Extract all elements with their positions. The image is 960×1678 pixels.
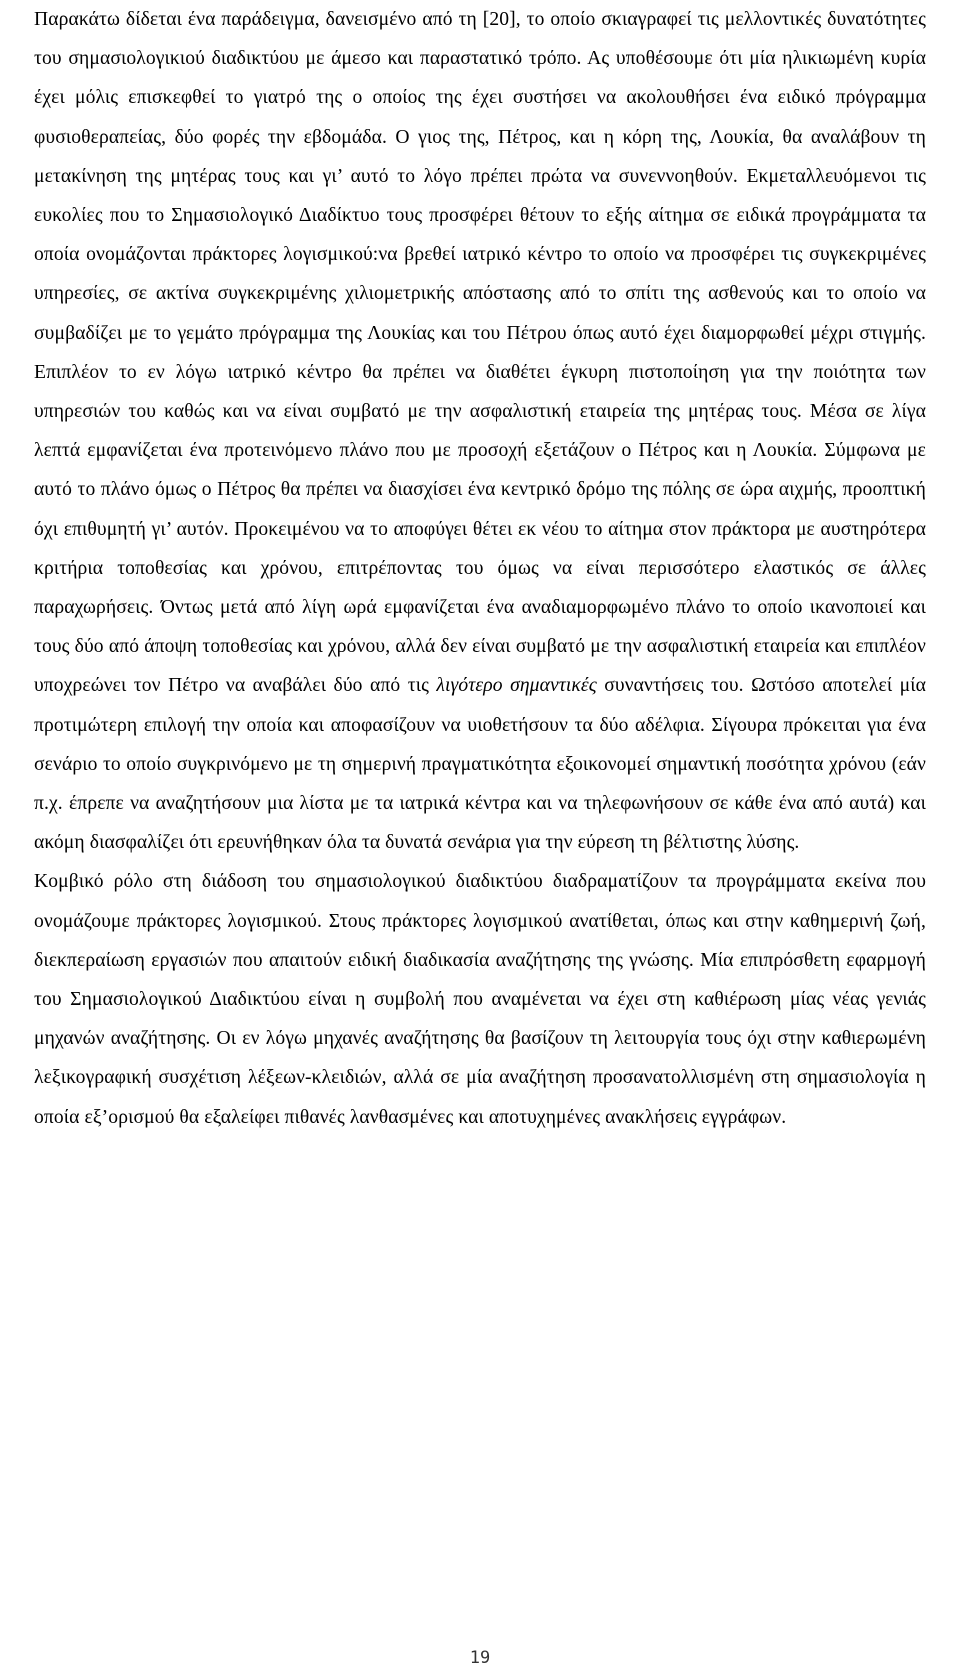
paragraph-1-text-part-1: Παρακάτω δίδεται ένα παράδειγμα, δανεισμένο από τη [20], το οποίο σκιαγραφεί τις μελλοντικές δυνατότητες του σημασιολογικιού διαδικτύου με άμεσο και παραστατικό τρόπο. Ας υποθέσουμε ότι μία ηλικιωμένη κυρία έχει μόλις επισκεφθεί το γιατρό της ο οποίος της έχει συστήσει να ακολουθήσει ένα ειδικό πρόγραμμα φυσιοθεραπείας, δύο φορές την εβδομάδα. Ο γιος της, Πέτρος, και η κόρη της, Λουκία, θα αναλάβουν τη μετακίνηση της μητέρας τους και γι’ αυτό το λόγο πρέπει πρώτα να συνεννοηθούν. Εκμεταλλευόμενοι τις ευκολίες που το Σημασιολογικό Διαδίκτυο τους προσφέρει θέτουν το εξής αίτημα σε ειδικά προγράμματα τα οποία ονομάζονται πράκτορες λογισμικού:να βρεθεί ιατρικό κέντρο το οποίο να προσφέρει τις συγκεκριμένες υπηρεσίες, σε ακτίνα συγκεκριμένης χιλιομετρικής απόστασης από το σπίτι της ασθενούς και το οποίο να συμβαδίζει με το γεμάτο πρόγραμμα της Λουκίας και του Πέτρου όπως αυτό έχει διαμορφωθεί μέχρι στιγμής. Επιπλέον το εν λόγω ιατρικό κέντρο θα πρέπει να διαθέτει έγκυρη πιστοποίηση για την ποιότητα των υπηρεσιών του καθώς και να είναι συμβατό με την ασφαλιστική εταιρεία της μητέρας τους. Μέσα σε λίγα λεπτά εμφανίζεται ένα προτεινόμενο πλάνο που με προσοχή εξετάζουν ο Πέτρος και η Λουκία. Σύμφωνα με αυτό το πλάνο όμως ο Πέτρος θα πρέπει να διασχίσει ένα κεντρικό δρόμο της πόλης σε ώρα αιχμής, προοπτική όχι επιθυμητή γι’ αυτόν. Προκειμένου να το αποφύγει θέτει εκ νέου το αίτημα στον πράκτορα με αυστηρότερα κριτήρια τοποθεσίας και χρόνου, επιτρέποντας του όμως να είναι περισσότερο ελαστικός σε άλλες παραχωρήσεις. Όντως μετά από λίγη ωρά εμφανίζεται ένα αναδιαμορφωμένο πλάνο το οποίο ικανοποιεί και τους δύο από άποψη τοποθεσίας και χρόνου, αλλά δεν είναι συμβατό με την ασφαλιστική εταιρεία και επιπλέον υποχρεώνει τον Πέτρο να αναβάλει δύο από τις	[34, 9, 926, 697]
document-page	[34, 0, 926, 1137]
paragraph-software-agents	[34, 862, 926, 1136]
paragraph-1-italic-phrase: λιγότερο σημαντικές	[436, 675, 597, 697]
paragraph-2-text: Κομβικό ρόλο στη διάδοση του σημασιολογικού διαδικτύου διαδραματίζουν τα προγράμματα εκείνα που ονομάζουμε πράκτορες λογισμικού. Στους πράκτορες λογισμικού ανατίθεται, όπως και στην καθημερινή ζωή, διεκπεραίωση εργασιών που απαιτούν ειδική διαδικασία αναζήτησης της γνώσης. Μία επιπρόσθετη εφαρμογή του Σημασιολογικού Διαδικτύου είναι η συμβολή που αναμένεται να έχει στη καθιέρωση μίας νέας γενιάς μηχανών αναζήτησης. Οι εν λόγω μηχανές αναζήτησης θα βασίζουν τη λειτουργία τους όχι στην καθιερωμένη λεξικογραφική συσχέτιση λέξεων-κλειδιών, αλλά σε μία αναζήτηση προσανατολλισμένη στη σημασιολογία η οποία εξ’ορισμού θα εξαλείφει πιθανές λανθασμένες και αποτυχημένες ανακλήσεις εγγράφων.	[34, 871, 926, 1128]
page-number: 19	[469, 1648, 491, 1668]
paragraph-example-scenario	[34, 0, 926, 862]
paragraph-1-text-part-2: συναντήσεις του. Ωστόσο αποτελεί μία προτιμώτερη επιλογή την οποία και αποφασίζουν να υιοθετήσουν τα δύο αδέλφια. Σίγουρα πρόκειται για ένα σενάριο το οποίο συγκρινόμενο με τη σημερινή πραγματικότητα εξοικονομεί σημαντική ποσότητα χρόνου (εάν π.χ. έπρεπε να αναζητήσουν μια λίστα με τα ιατρικά κέντρα και να τηλεφωνήσουν σε κάθε ένα από αυτά) και ακόμη διασφαλίζει ότι ερευνήθηκαν όλα τα δυνατά σενάρια για την εύρεση τη βέλτιστης λύσης.	[34, 675, 926, 854]
